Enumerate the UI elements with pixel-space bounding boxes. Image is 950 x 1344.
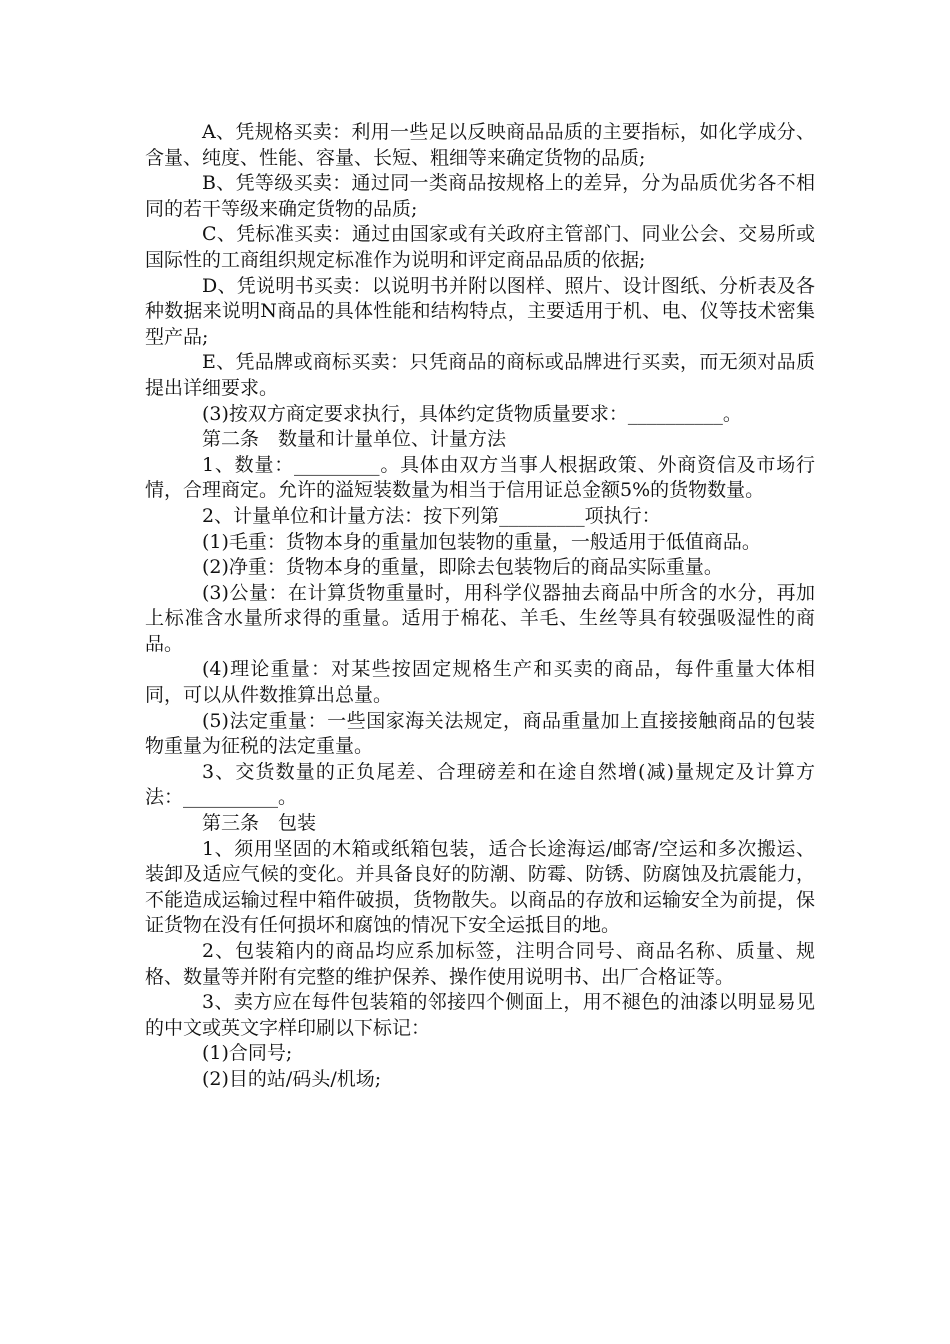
paragraph-shipping-marks: 3、卖方应在每件包装箱的邻接四个侧面上，用不褪色的油漆以明显易见的中文或英文字样印刷以下标记： (145, 991, 815, 1039)
paragraph-spec-trade: A、凭规格买卖：利用一些足以反映商品品质的主要指标，如化学成分、含量、纯度、性能、容量、长短、粗细等来确定货物的品质; (145, 121, 815, 169)
paragraph-net-weight: (2)净重：货物本身的重量，即除去包装物后的商品实际重量。 (202, 556, 723, 579)
paragraph-legal-weight: (5)法定重量：一些国家海关法规定，商品重量加上直接接触商品的包装物重量为征税的法定重量。 (145, 709, 815, 758)
paragraph-grade-trade: B、凭等级买卖：通过同一类商品按规格上的差异，分为品质优劣各不相同的若干等级来确定货物的品质; (145, 172, 815, 220)
paragraph-measurement-method: 2、计量单位和计量方法：按下列第_________项执行： (202, 504, 661, 527)
paragraph-standard-trade: C、凭标准买卖：通过由国家或有关政府主管部门、同业公会、交易所或国际性的工商组织规定标准作为说明和评定商品品质的依据; (145, 223, 815, 271)
paragraph-delivery-tolerance: 3、交货数量的正负尾差、合理磅差和在途自然增(减)量规定及计算方法：__________。 (145, 760, 815, 809)
paragraph-brand-trade: E、凭品牌或商标买卖：只凭商品的商标或品牌进行买卖，而无须对品质提出详细要求。 (145, 351, 815, 399)
paragraph-gross-weight: (1)毛重：货物本身的重量加包装物的重量，一般适用于低值商品。 (202, 530, 761, 553)
paragraph-manual-trade: D、凭说明书买卖：以说明书并附以图样、照片、设计图纸、分析表及各种数据来说明N商品的具体性能和结构特点，主要适用于机、电、仪等技术密集型产品; (145, 274, 815, 348)
paragraph-mark-destination: (2)目的站/码头/机场; (202, 1067, 382, 1090)
paragraph-quantity: 1、数量：_________。具体由双方当事人根据政策、外商资信及市场行情，合理商定。允许的溢短装数量为相当于信用证总金额5%的货物数量。 (145, 453, 815, 502)
paragraph-packing-requirements: 1、须用坚固的木箱或纸箱包装，适合长途海运/邮寄/空运和多次搬运、装卸及适应气候的变化。并具备良好的防潮、防霉、防锈、防腐蚀及抗震能力，不能造成运输过程中箱件破损，货物散失。以商品的存放和运输安全为前提，保证货物在没有任何损坏和腐蚀的情况下安全运抵目的地。 (145, 837, 815, 937)
paragraph-quality-requirement: (3)按双方商定要求执行，具体约定货物质量要求：__________。 (202, 402, 742, 425)
paragraph-mark-contract-number: (1)合同号; (202, 1042, 293, 1065)
document-page (145, 120, 815, 1093)
paragraph-packing-labels: 2、包装箱内的商品均应系加标签，注明合同号、商品名称、质量、规格、数量等并附有完整的维护保养、操作使用说明书、出厂合格证等。 (145, 940, 815, 988)
section-heading-packing: 第三条 包装 (202, 812, 317, 835)
paragraph-theoretical-weight: (4)理论重量：对某些按固定规格生产和买卖的商品，每件重量大体相同，可以从件数推算出总量。 (145, 658, 815, 707)
paragraph-conditioned-weight: (3)公量：在计算货物重量时，用科学仪器抽去商品中所含的水分，再加上标准含水量所求得的重量。适用于棉花、羊毛、生丝等具有较强吸湿性的商品。 (145, 581, 815, 655)
section-heading-quantity: 第二条 数量和计量单位、计量方法 (202, 428, 507, 451)
